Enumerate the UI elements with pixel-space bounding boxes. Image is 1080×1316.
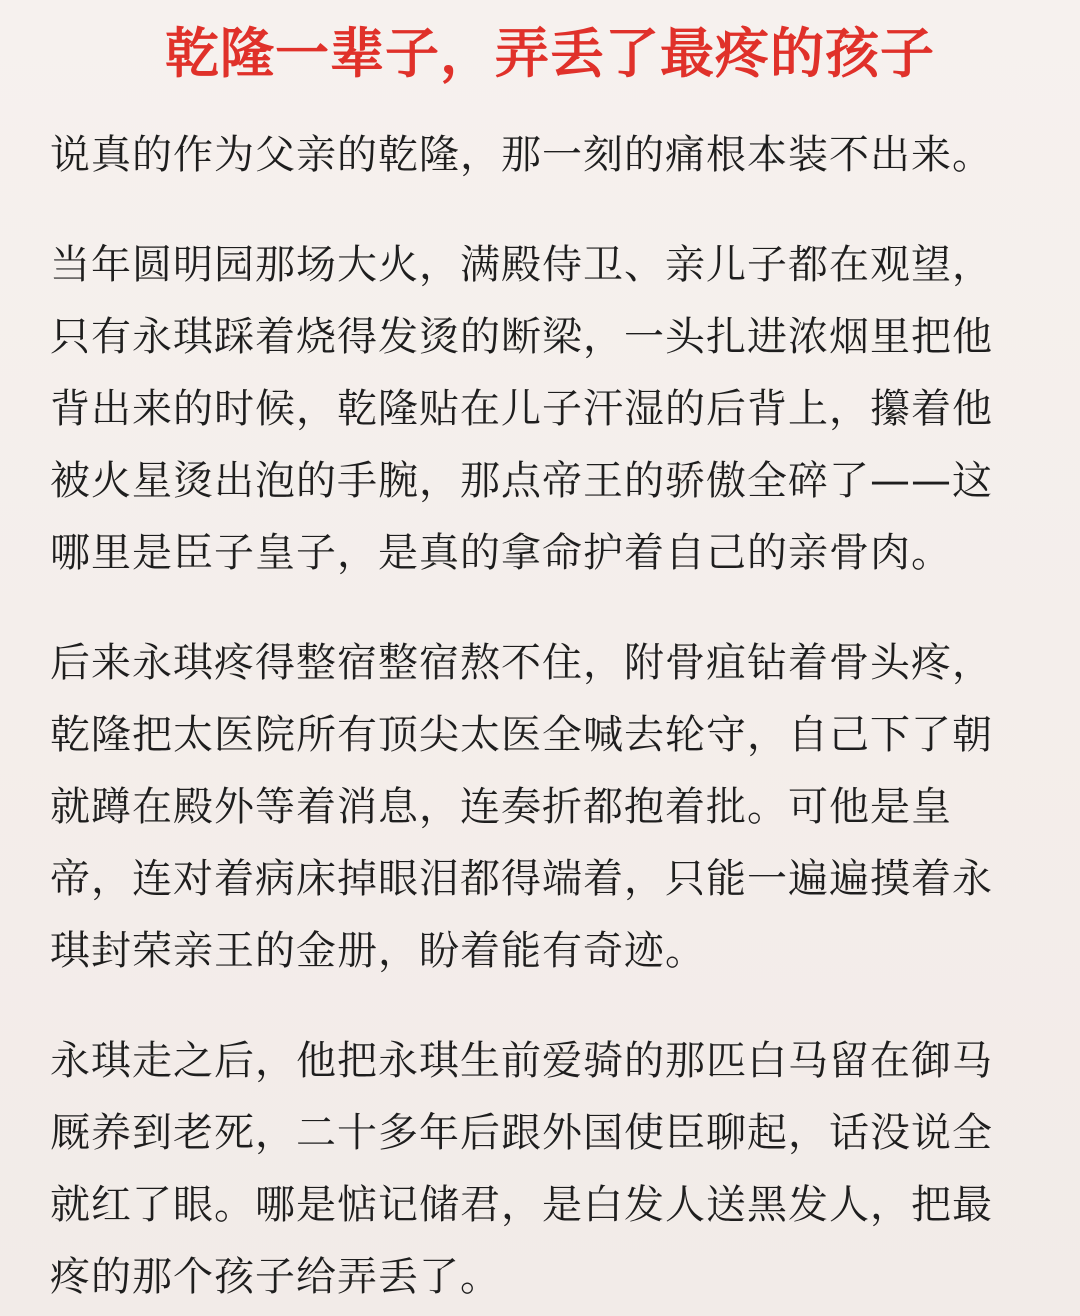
paragraph-1 [50, 119, 1038, 191]
paragraph-line: 就蹲在殿外等着消息，连奏折都抱着批。可他是皇 [50, 784, 952, 830]
paragraph-line: 被火星烫出泡的手腕，那点帝王的骄傲全碎了——这 [50, 458, 993, 504]
paragraph-line: 厩养到老死，二十多年后跟外国使臣聊起，话没说全 [50, 1110, 993, 1156]
paragraph-line: 背出来的时候，乾隆贴在儿子汗湿的后背上，攥着他 [50, 386, 993, 432]
paragraph-line: 说真的作为父亲的乾隆，那一刻的痛根本装不出来。 [50, 132, 993, 178]
paragraph-line: 哪里是臣子皇子，是真的拿命护着自己的亲骨肉。 [50, 530, 952, 576]
paragraph-3 [50, 627, 1038, 987]
paragraph-2 [50, 229, 1038, 589]
paragraph-line: 疼的那个孩子给弄丢了。 [50, 1254, 501, 1300]
paragraph-line: 乾隆把太医院所有顶尖太医全喊去轮守，自己下了朝 [50, 712, 993, 758]
paragraph-line: 后来永琪疼得整宿整宿熬不住，附骨疽钻着骨头疼， [50, 640, 993, 686]
article-title: 乾隆一辈子，弄丢了最疼的孩子 [165, 22, 935, 85]
paragraph-line: 琪封荣亲王的金册，盼着能有奇迹。 [50, 928, 706, 974]
paragraph-line: 当年圆明园那场大火，满殿侍卫、亲儿子都在观望， [50, 242, 993, 288]
paragraph-line: 永琪走之后，他把永琪生前爱骑的那匹白马留在御马 [50, 1038, 993, 1084]
paragraph-4 [50, 1025, 1038, 1313]
paragraph-line: 只有永琪踩着烧得发烫的断梁，一头扎进浓烟里把他 [50, 314, 993, 360]
paragraph-line: 就红了眼。哪是惦记储君，是白发人送黑发人，把最 [50, 1182, 993, 1228]
paragraph-line: 帝，连对着病床掉眼泪都得端着，只能一遍遍摸着永 [50, 856, 993, 902]
